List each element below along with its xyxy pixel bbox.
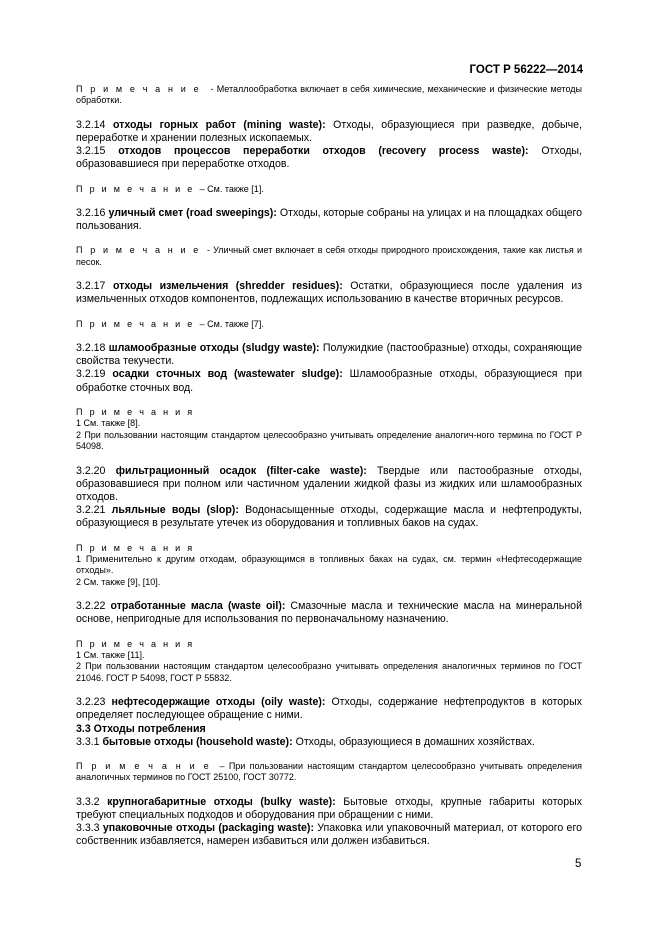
term-3-3-1: 3.3.1 бытовые отходы (household waste): Отходы, образующиеся в домашних хозяйствах. (76, 735, 535, 748)
notes-3-2-22: П р и м е ч а н и я 1 См. также [11]. 2 При пользовании настоящим стандартом целесообразно учитывать определения аналогичных терминов по ГОСТ 21046. ГОСТ Р 54098, ГОСТ Р 55832. (76, 638, 582, 683)
notes-3-2-21: П р и м е ч а н и я 1 Применительно к другим отходам, образующимся в топливных баках на судах, см. термин «Нефтесодержащие отходы». 2 См. также [9], [10]. (76, 542, 582, 587)
term-3-3-3: 3.3.3 упаковочные отходы (packaging waste): Упаковка или упаковочный материал, от которого его собственник избавляется, намерен избавиться или должен избавиться. (76, 822, 582, 848)
note-3-2-17: П р и м е ч а н и е – См. также [7]. (76, 318, 264, 329)
term-3-2-15: 3.2.15 отходов процессов переработки отходов (recovery process waste): Отходы, образовавшиеся при переработке отходов. (76, 145, 582, 171)
term-3-3-2: 3.3.2 крупногабаритные отходы (bulky waste): Бытовые отходы, крупные габариты которых требуют специальных подходов и оборудования при обращении с ними. (76, 795, 582, 821)
term-3-2-16: 3.2.16 уличный смет (road sweepings): Отходы, которые собраны на улицах и на площадках общего пользования. (76, 207, 582, 233)
section-3-3-heading: 3.3 Отходы потребления (76, 722, 206, 735)
term-3-2-17: 3.2.17 отходы измельчения (shredder residues): Остатки, образующиеся после удаления из измельченных отходов компонентов, подлежащих использованию в качестве вторичных ресурсов. (76, 280, 583, 306)
term-3-2-22: 3.2.22 отработанные масла (waste oil): Смазочные масла и технические масла на минеральной основе, непригодные для использования по первоначальному назначению. (76, 600, 582, 626)
standard-header: ГОСТ Р 56222—2014 (469, 64, 583, 76)
note-3-2-15: П р и м е ч а н и е – См. также [1]. (76, 183, 264, 194)
term-3-2-18: 3.2.18 шламообразные отходы (sludgy waste): Полужидкие (пастообразные) отходы, сохраняющие свойства текучести. (76, 342, 582, 368)
term-3-2-14: 3.2.14 отходы горных работ (mining waste): Отходы, образующиеся при разведке, добыче, переработке и хранении полезных ископаемых. (76, 118, 582, 145)
term-3-2-20: 3.2.20 фильтрационный осадок (filter-cake waste): Твердые или пастообразные отходы, образовавшиеся при полном или частичном удалении жидкой фазы из жидких или шламообразных отходов. (76, 464, 582, 503)
note-intro: П р и м е ч а н и е - Металлообработка включает в себя химические, механические и физические методы обработки. (76, 84, 582, 106)
page-content (76, 84, 582, 849)
notes-3-2-19: П р и м е ч а н и я 1 См. также [8]. 2 При пользовании настоящим стандартом целесообразно учитывать определение аналогич-ного термина по ГОСТ Р 54098. (76, 406, 582, 452)
term-3-2-23: 3.2.23 нефтесодержащие отходы (oily waste): Отходы, содержание нефтепродуктов в которых определяет последующее обращение с ними. (76, 696, 582, 722)
term-3-2-19: 3.2.19 осадки сточных вод (wastewater sludge): Шламообразные отходы, образующиеся при обработке сточных вод. (76, 368, 582, 394)
term-3-2-21: 3.2.21 льяльные воды (slop): Водонасыщенные отходы, содержащие масла и нефтепродукты, образующиеся в результате утечек из оборудования и топливных баков на судах. (76, 504, 582, 530)
note-3-2-16: П р и м е ч а н и е - Уличный смет включает в себя отходы природного происхождения, такие как листья и песок. (76, 245, 582, 267)
note-3-3-1: П р и м е ч а н и е – При пользовании настоящим стандартом целесообразно учитывать определения аналогичных терминов по ГОСТ 25100, ГОСТ 30772. (76, 760, 582, 783)
page-number: 5 (575, 858, 582, 870)
